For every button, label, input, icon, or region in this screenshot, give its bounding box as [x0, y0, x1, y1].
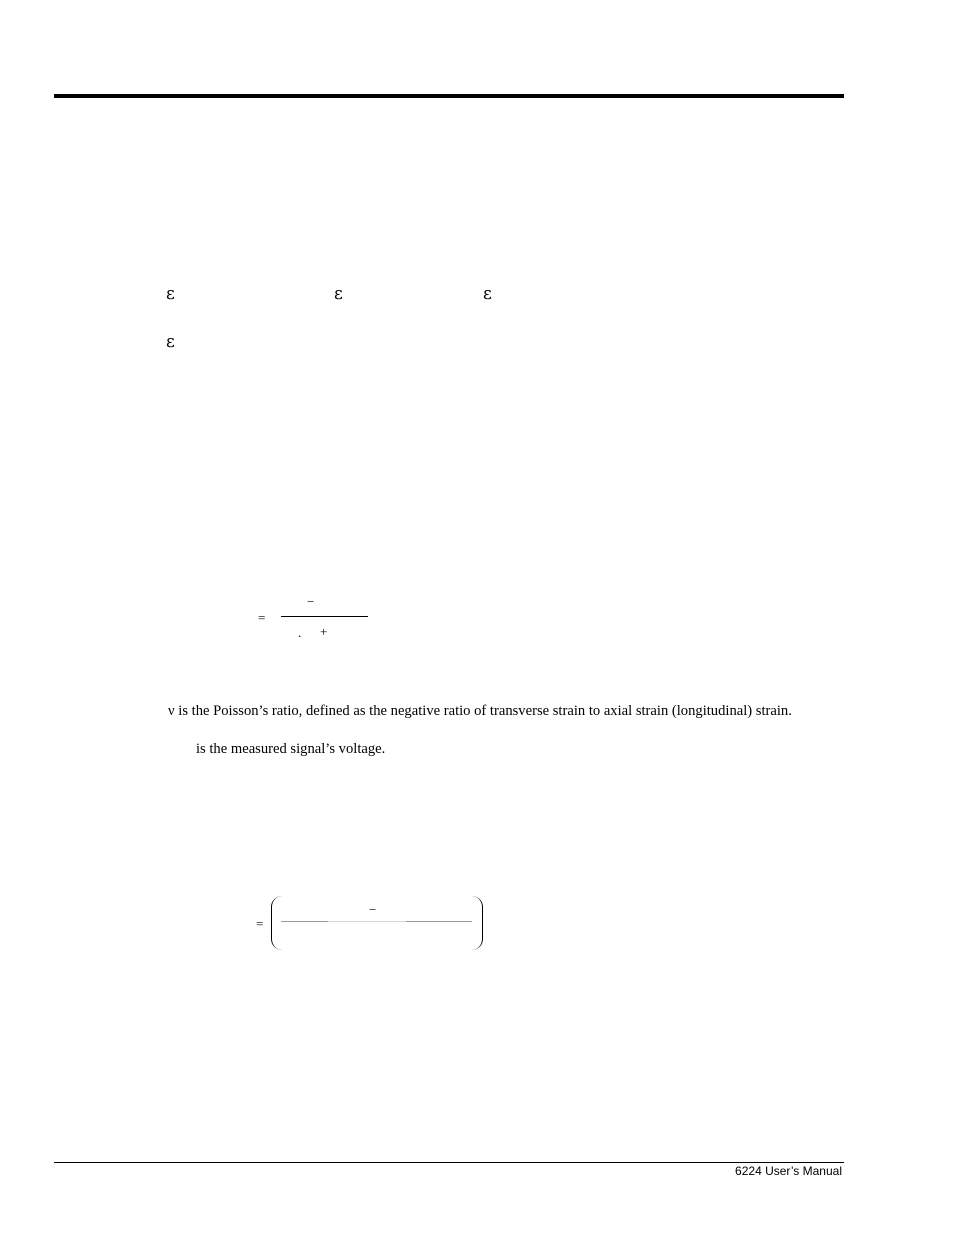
- header-rule: [54, 94, 844, 98]
- nu-definition-text: is the Poisson’s ratio, defined as the negative ratio of transverse strain to axial strain (longitudinal) strain.: [178, 703, 792, 719]
- equation-1-fraction-bar: [281, 616, 368, 617]
- equation-2-right-paren: [472, 896, 483, 950]
- footer-manual-title: 6224 User’s Manual: [735, 1164, 842, 1178]
- epsilon-symbol-3: ε: [483, 284, 492, 304]
- voltage-definition-paragraph: [196, 740, 385, 758]
- nu-definition-paragraph: [168, 702, 792, 720]
- equation-1-numerator-minus: −: [307, 594, 315, 609]
- epsilon-symbol-2: ε: [334, 284, 343, 304]
- equation-2-fraction-bar-middle: [328, 921, 406, 922]
- voltage-definition-text: is the measured signal’s voltage.: [196, 741, 386, 757]
- equation-1-denominator-plus: +: [320, 624, 328, 639]
- equation-2-fraction-bar-left: [281, 921, 328, 922]
- epsilon-symbol-1: ε: [166, 284, 175, 304]
- equation-2-numerator-minus: −: [369, 902, 377, 917]
- epsilon-symbol-4: ε: [166, 332, 175, 352]
- equation-1-equals: =: [258, 610, 266, 625]
- equation-1-denominator-dot: .: [298, 625, 302, 640]
- equation-2-fraction-bar-right: [406, 921, 472, 922]
- nu-symbol: ν: [168, 703, 175, 719]
- equation-2-left-paren: [271, 896, 282, 950]
- equation-2-equals: =: [256, 916, 264, 931]
- footer-rule: [54, 1162, 844, 1163]
